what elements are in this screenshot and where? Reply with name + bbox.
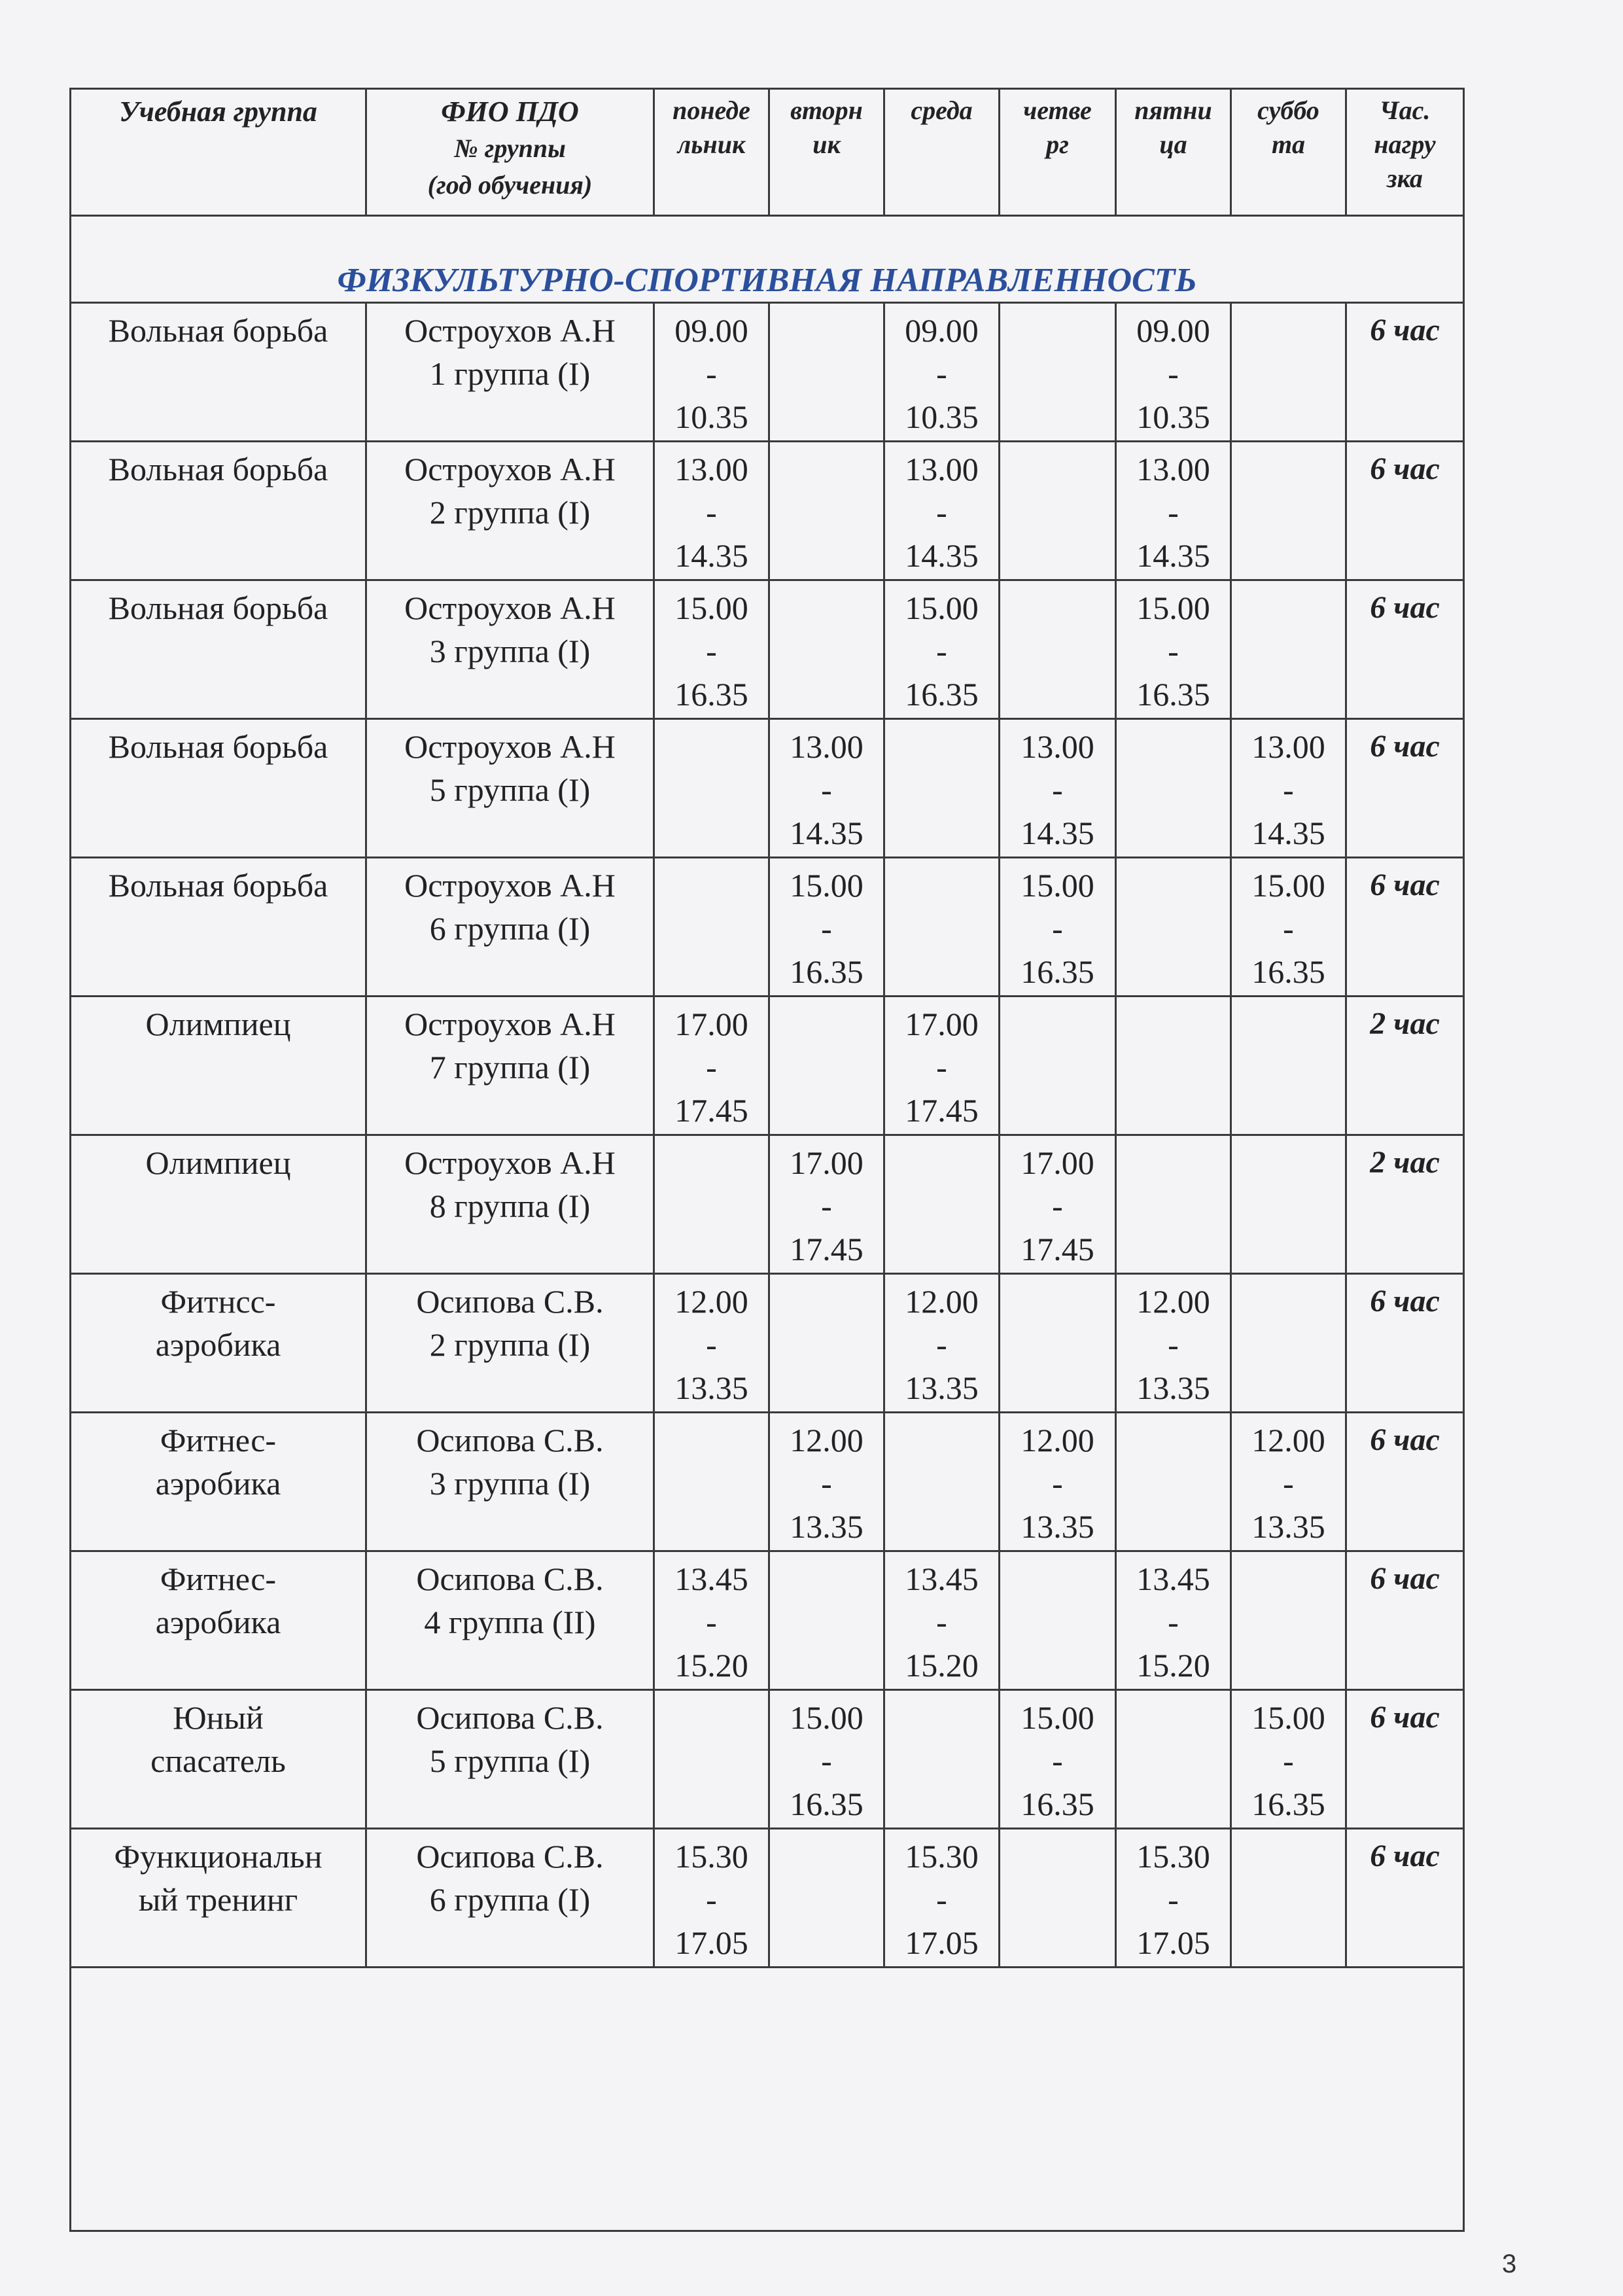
time-part: 14.35 [790, 815, 864, 851]
time-part: - [936, 1049, 947, 1086]
time-part: 17.00 [790, 1144, 864, 1181]
time-part: 15.00 [905, 590, 979, 626]
time-part: 15.30 [905, 1838, 979, 1875]
cell-group-name [71, 1690, 366, 1829]
cell-teacher [366, 1135, 654, 1274]
cell-sat [1231, 580, 1346, 719]
group-name-line: Фитнес- [160, 1561, 277, 1597]
cell-fri [1116, 1274, 1231, 1413]
teacher-name: Остроухов А.Н [404, 728, 616, 765]
time-part: 17.00 [674, 1006, 748, 1042]
time-part: 13.00 [1136, 451, 1210, 487]
time-part: 12.00 [674, 1283, 748, 1320]
cell-tue [769, 719, 884, 858]
time-part: 13.00 [905, 451, 979, 487]
cell-thu [1000, 858, 1116, 997]
time-part: 13.35 [1251, 1508, 1325, 1545]
cell-hours-load: 6 час [1346, 1690, 1464, 1829]
table-row [71, 303, 1464, 442]
cell-mon [654, 303, 769, 442]
teacher-name: Осипова С.В. [416, 1699, 604, 1736]
cell-tue [769, 1413, 884, 1551]
group-number: 6 группа (I) [429, 910, 591, 947]
time-part: - [936, 494, 947, 531]
group-name-line: Функциональн [114, 1838, 323, 1875]
teacher-name: Осипова С.В. [416, 1838, 604, 1875]
group-name-line: Фитнсс- [160, 1283, 276, 1320]
table-row [71, 858, 1464, 997]
time-part: - [821, 771, 832, 808]
table-row [71, 997, 1464, 1135]
cell-thu [1000, 719, 1116, 858]
cell-group-name [71, 1829, 366, 1968]
cell-tue [769, 1690, 884, 1829]
time-part: - [1168, 494, 1179, 531]
header-row [71, 89, 1464, 216]
time-part: 17.05 [674, 1924, 748, 1961]
group-number: 3 группа (I) [429, 1465, 591, 1502]
time-part: - [1283, 910, 1294, 947]
cell-fri [1116, 1690, 1231, 1829]
teacher-name: Осипова С.В. [416, 1422, 604, 1458]
cell-teacher [366, 303, 654, 442]
section-cell [71, 216, 1464, 303]
cell-fri [1116, 1413, 1231, 1551]
time-part: - [1283, 1465, 1294, 1502]
time-part: 15.20 [905, 1647, 979, 1684]
time-part: 15.30 [674, 1838, 748, 1875]
cell-hours-load: 6 час [1346, 1413, 1464, 1551]
cell-teacher [366, 1829, 654, 1968]
cell-group-name [71, 1551, 366, 1690]
cell-teacher [366, 1274, 654, 1413]
cell-mon [654, 1135, 769, 1274]
cell-tue [769, 442, 884, 580]
cell-mon [654, 442, 769, 580]
cell-group-name [71, 442, 366, 580]
time-part: - [1168, 1326, 1179, 1363]
cell-teacher [366, 997, 654, 1135]
time-part: 09.00 [674, 312, 748, 349]
cell-teacher [366, 1551, 654, 1690]
time-part: - [936, 633, 947, 669]
time-part: 12.00 [1021, 1422, 1094, 1458]
header-thursday: четве рг [1000, 89, 1116, 216]
cell-sat [1231, 1829, 1346, 1968]
group-name-line: аэробика [155, 1604, 281, 1640]
time-part: 15.00 [1251, 867, 1325, 904]
time-part: 16.35 [790, 1786, 864, 1822]
time-part: 17.00 [905, 1006, 979, 1042]
table-row [71, 1413, 1464, 1551]
cell-mon [654, 997, 769, 1135]
group-name-line: Вольная борьба [108, 590, 328, 626]
time-part: 10.35 [1136, 398, 1210, 435]
time-part: - [936, 1604, 947, 1640]
time-part: - [1052, 1742, 1063, 1779]
group-name-line: Вольная борьба [108, 312, 328, 349]
cell-wed [884, 1690, 1000, 1829]
cell-sat [1231, 442, 1346, 580]
cell-group-name [71, 858, 366, 997]
time-part: - [1283, 1742, 1294, 1779]
cell-sat [1231, 1690, 1346, 1829]
time-part: 13.45 [674, 1561, 748, 1597]
cell-hours-load: 6 час [1346, 303, 1464, 442]
time-part: 13.00 [1251, 728, 1325, 765]
cell-wed [884, 1135, 1000, 1274]
time-part: 14.35 [905, 537, 979, 574]
teacher-name: Осипова С.В. [416, 1283, 604, 1320]
cell-wed [884, 580, 1000, 719]
teacher-name: Остроухов А.Н [404, 1006, 616, 1042]
cell-mon [654, 1690, 769, 1829]
cell-tue [769, 580, 884, 719]
time-part: - [706, 1049, 717, 1086]
cell-fri [1116, 1135, 1231, 1274]
group-name-line: Фитнес- [160, 1422, 277, 1458]
cell-tue [769, 1274, 884, 1413]
time-part: 15.30 [1136, 1838, 1210, 1875]
time-part: 10.35 [905, 398, 979, 435]
time-part: 17.05 [905, 1924, 979, 1961]
time-part: - [1168, 633, 1179, 669]
group-name-line: аэробика [155, 1465, 281, 1502]
time-part: - [821, 1742, 832, 1779]
time-part: - [821, 910, 832, 947]
cell-teacher [366, 858, 654, 997]
cell-fri [1116, 858, 1231, 997]
group-number: 7 группа (I) [429, 1049, 591, 1086]
time-part: 12.00 [1251, 1422, 1325, 1458]
cell-teacher [366, 1690, 654, 1829]
time-part: 16.35 [790, 953, 864, 990]
group-name-line: Вольная борьба [108, 728, 328, 765]
cell-hours-load: 6 час [1346, 580, 1464, 719]
teacher-name: Остроухов А.Н [404, 867, 616, 904]
time-part: 14.35 [1136, 537, 1210, 574]
cell-group-name [71, 997, 366, 1135]
cell-fri [1116, 1551, 1231, 1690]
cell-sat [1231, 1135, 1346, 1274]
group-number: 8 группа (I) [429, 1188, 591, 1224]
group-name-line: Олимпиец [145, 1006, 291, 1042]
time-part: 09.00 [905, 312, 979, 349]
header-saturday: суббо та [1231, 89, 1346, 216]
time-part: 17.05 [1136, 1924, 1210, 1961]
time-part: - [706, 1604, 717, 1640]
time-part: - [1168, 1604, 1179, 1640]
cell-thu [1000, 1690, 1116, 1829]
cell-hours-load: 2 час [1346, 1135, 1464, 1274]
time-part: - [936, 1881, 947, 1918]
table-row [71, 580, 1464, 719]
cell-fri [1116, 1829, 1231, 1968]
time-part: 16.35 [905, 676, 979, 713]
teacher-name: Осипова С.В. [416, 1561, 604, 1597]
table-row [71, 1551, 1464, 1690]
cell-fri [1116, 303, 1231, 442]
time-part: - [706, 494, 717, 531]
teacher-name: Остроухов А.Н [404, 312, 616, 349]
cell-thu [1000, 580, 1116, 719]
schedule-table [69, 88, 1465, 2232]
cell-tue [769, 303, 884, 442]
cell-thu [1000, 1551, 1116, 1690]
time-part: 17.45 [674, 1092, 748, 1129]
section-title: ФИЗКУЛЬТУРНО-СПОРТИВНАЯ НАПРАВЛЕННОСТЬ [337, 262, 1197, 299]
cell-wed [884, 1274, 1000, 1413]
time-part: - [936, 1326, 947, 1363]
cell-thu [1000, 1135, 1116, 1274]
time-part: 15.00 [1136, 590, 1210, 626]
page-number: 3 [1502, 2250, 1517, 2278]
cell-sat [1231, 719, 1346, 858]
cell-sat [1231, 1274, 1346, 1413]
cell-fri [1116, 580, 1231, 719]
empty-cell [71, 1968, 1464, 2231]
time-part: 16.35 [1021, 1786, 1094, 1822]
cell-sat [1231, 303, 1346, 442]
cell-thu [1000, 303, 1116, 442]
time-part: - [1052, 771, 1063, 808]
time-part: 16.35 [1021, 953, 1094, 990]
time-part: 13.00 [674, 451, 748, 487]
time-part: - [706, 1881, 717, 1918]
cell-sat [1231, 858, 1346, 997]
cell-wed [884, 1829, 1000, 1968]
cell-hours-load: 6 час [1346, 1829, 1464, 1968]
cell-hours-load: 2 час [1346, 997, 1464, 1135]
time-part: 12.00 [790, 1422, 864, 1458]
time-part: - [1052, 1188, 1063, 1224]
group-number: 4 группа (II) [424, 1604, 596, 1640]
time-part: 13.35 [1136, 1369, 1210, 1406]
table-row [71, 1274, 1464, 1413]
group-number: 2 группа (I) [429, 494, 591, 531]
time-part: 12.00 [905, 1283, 979, 1320]
time-part: - [936, 355, 947, 392]
time-part: 15.00 [790, 1699, 864, 1736]
table-row [71, 1829, 1464, 1968]
cell-mon [654, 1551, 769, 1690]
time-part: - [821, 1465, 832, 1502]
time-part: - [1052, 1465, 1063, 1502]
time-part: 13.45 [905, 1561, 979, 1597]
teacher-name: Остроухов А.Н [404, 451, 616, 487]
teacher-name: Остроухов А.Н [404, 590, 616, 626]
time-part: 15.00 [790, 867, 864, 904]
time-part: 12.00 [1136, 1283, 1210, 1320]
time-part: 14.35 [1251, 815, 1325, 851]
header-tuesday: вторн ик [769, 89, 884, 216]
time-part: 09.00 [1136, 312, 1210, 349]
cell-hours-load: 6 час [1346, 1274, 1464, 1413]
cell-mon [654, 1413, 769, 1551]
cell-hours-load: 6 час [1346, 442, 1464, 580]
time-part: 15.00 [1251, 1699, 1325, 1736]
time-part: 13.00 [790, 728, 864, 765]
time-part: 14.35 [1021, 815, 1094, 851]
time-part: 15.20 [674, 1647, 748, 1684]
cell-thu [1000, 1274, 1116, 1413]
time-part: 13.35 [1021, 1508, 1094, 1545]
group-number: 5 группа (I) [429, 771, 591, 808]
time-part: 16.35 [674, 676, 748, 713]
header-friday: пятни ца [1116, 89, 1231, 216]
group-name-line: Юный [173, 1699, 264, 1736]
cell-wed [884, 719, 1000, 858]
cell-tue [769, 858, 884, 997]
empty-row [71, 1968, 1464, 2231]
cell-group-name [71, 580, 366, 719]
table-row [71, 442, 1464, 580]
time-part: - [1052, 910, 1063, 947]
header-teacher: ФИО ПДО № группы (год обучения) [366, 89, 654, 216]
time-part: - [821, 1188, 832, 1224]
cell-tue [769, 997, 884, 1135]
cell-hours-load: 6 час [1346, 719, 1464, 858]
cell-tue [769, 1135, 884, 1274]
group-number: 2 группа (I) [429, 1326, 591, 1363]
cell-wed [884, 442, 1000, 580]
time-part: - [706, 1326, 717, 1363]
header-group: Учебная группа [71, 89, 366, 216]
cell-hours-load: 6 час [1346, 1551, 1464, 1690]
cell-wed [884, 303, 1000, 442]
cell-teacher [366, 1413, 654, 1551]
group-name-line: спасатель [150, 1742, 286, 1779]
group-number: 1 группа (I) [429, 355, 591, 392]
cell-group-name [71, 1413, 366, 1551]
time-part: 13.35 [905, 1369, 979, 1406]
cell-group-name [71, 1274, 366, 1413]
group-number: 5 группа (I) [429, 1742, 591, 1779]
time-part: 15.00 [674, 590, 748, 626]
group-name-line: Вольная борьба [108, 867, 328, 904]
cell-group-name [71, 719, 366, 858]
cell-tue [769, 1829, 884, 1968]
time-part: 17.45 [905, 1092, 979, 1129]
time-part: - [1168, 1881, 1179, 1918]
cell-hours-load: 6 час [1346, 858, 1464, 997]
time-part: 13.45 [1136, 1561, 1210, 1597]
group-name-line: аэробика [155, 1326, 281, 1363]
group-name-line: Вольная борьба [108, 451, 328, 487]
time-part: 16.35 [1251, 1786, 1325, 1822]
group-number: 6 группа (I) [429, 1881, 591, 1918]
time-part: 16.35 [1251, 953, 1325, 990]
cell-fri [1116, 719, 1231, 858]
time-part: 15.00 [1021, 1699, 1094, 1736]
cell-wed [884, 858, 1000, 997]
time-part: 13.00 [1021, 728, 1094, 765]
cell-sat [1231, 1551, 1346, 1690]
cell-fri [1116, 442, 1231, 580]
cell-thu [1000, 1829, 1116, 1968]
time-part: 14.35 [674, 537, 748, 574]
time-part: 17.45 [790, 1231, 864, 1267]
time-part: 13.35 [674, 1369, 748, 1406]
cell-fri [1116, 997, 1231, 1135]
header-wednesday: среда [884, 89, 1000, 216]
cell-teacher [366, 580, 654, 719]
time-part: 17.45 [1021, 1231, 1094, 1267]
time-part: 13.35 [790, 1508, 864, 1545]
cell-mon [654, 1274, 769, 1413]
cell-wed [884, 1551, 1000, 1690]
time-part: 10.35 [674, 398, 748, 435]
cell-teacher [366, 442, 654, 580]
time-part: 15.00 [1021, 867, 1094, 904]
cell-mon [654, 719, 769, 858]
cell-mon [654, 858, 769, 997]
time-part: - [1283, 771, 1294, 808]
table-row [71, 1690, 1464, 1829]
time-part: - [1168, 355, 1179, 392]
cell-thu [1000, 997, 1116, 1135]
cell-mon [654, 580, 769, 719]
cell-tue [769, 1551, 884, 1690]
group-name-line: Олимпиец [145, 1144, 291, 1181]
cell-thu [1000, 442, 1116, 580]
cell-group-name [71, 1135, 366, 1274]
table-row [71, 1135, 1464, 1274]
group-number: 3 группа (I) [429, 633, 591, 669]
cell-sat [1231, 997, 1346, 1135]
cell-mon [654, 1829, 769, 1968]
header-monday: понеде льник [654, 89, 769, 216]
time-part: - [706, 355, 717, 392]
cell-wed [884, 997, 1000, 1135]
table-row [71, 719, 1464, 858]
cell-wed [884, 1413, 1000, 1551]
cell-teacher [366, 719, 654, 858]
section-row [71, 216, 1464, 303]
cell-sat [1231, 1413, 1346, 1551]
time-part: 17.00 [1021, 1144, 1094, 1181]
cell-thu [1000, 1413, 1116, 1551]
time-part: - [706, 633, 717, 669]
time-part: 16.35 [1136, 676, 1210, 713]
teacher-name: Остроухов А.Н [404, 1144, 616, 1181]
cell-group-name [71, 303, 366, 442]
group-name-line: ый тренинг [138, 1881, 298, 1918]
time-part: 15.20 [1136, 1647, 1210, 1684]
header-hours-load: Час. нагру зка [1346, 89, 1464, 216]
